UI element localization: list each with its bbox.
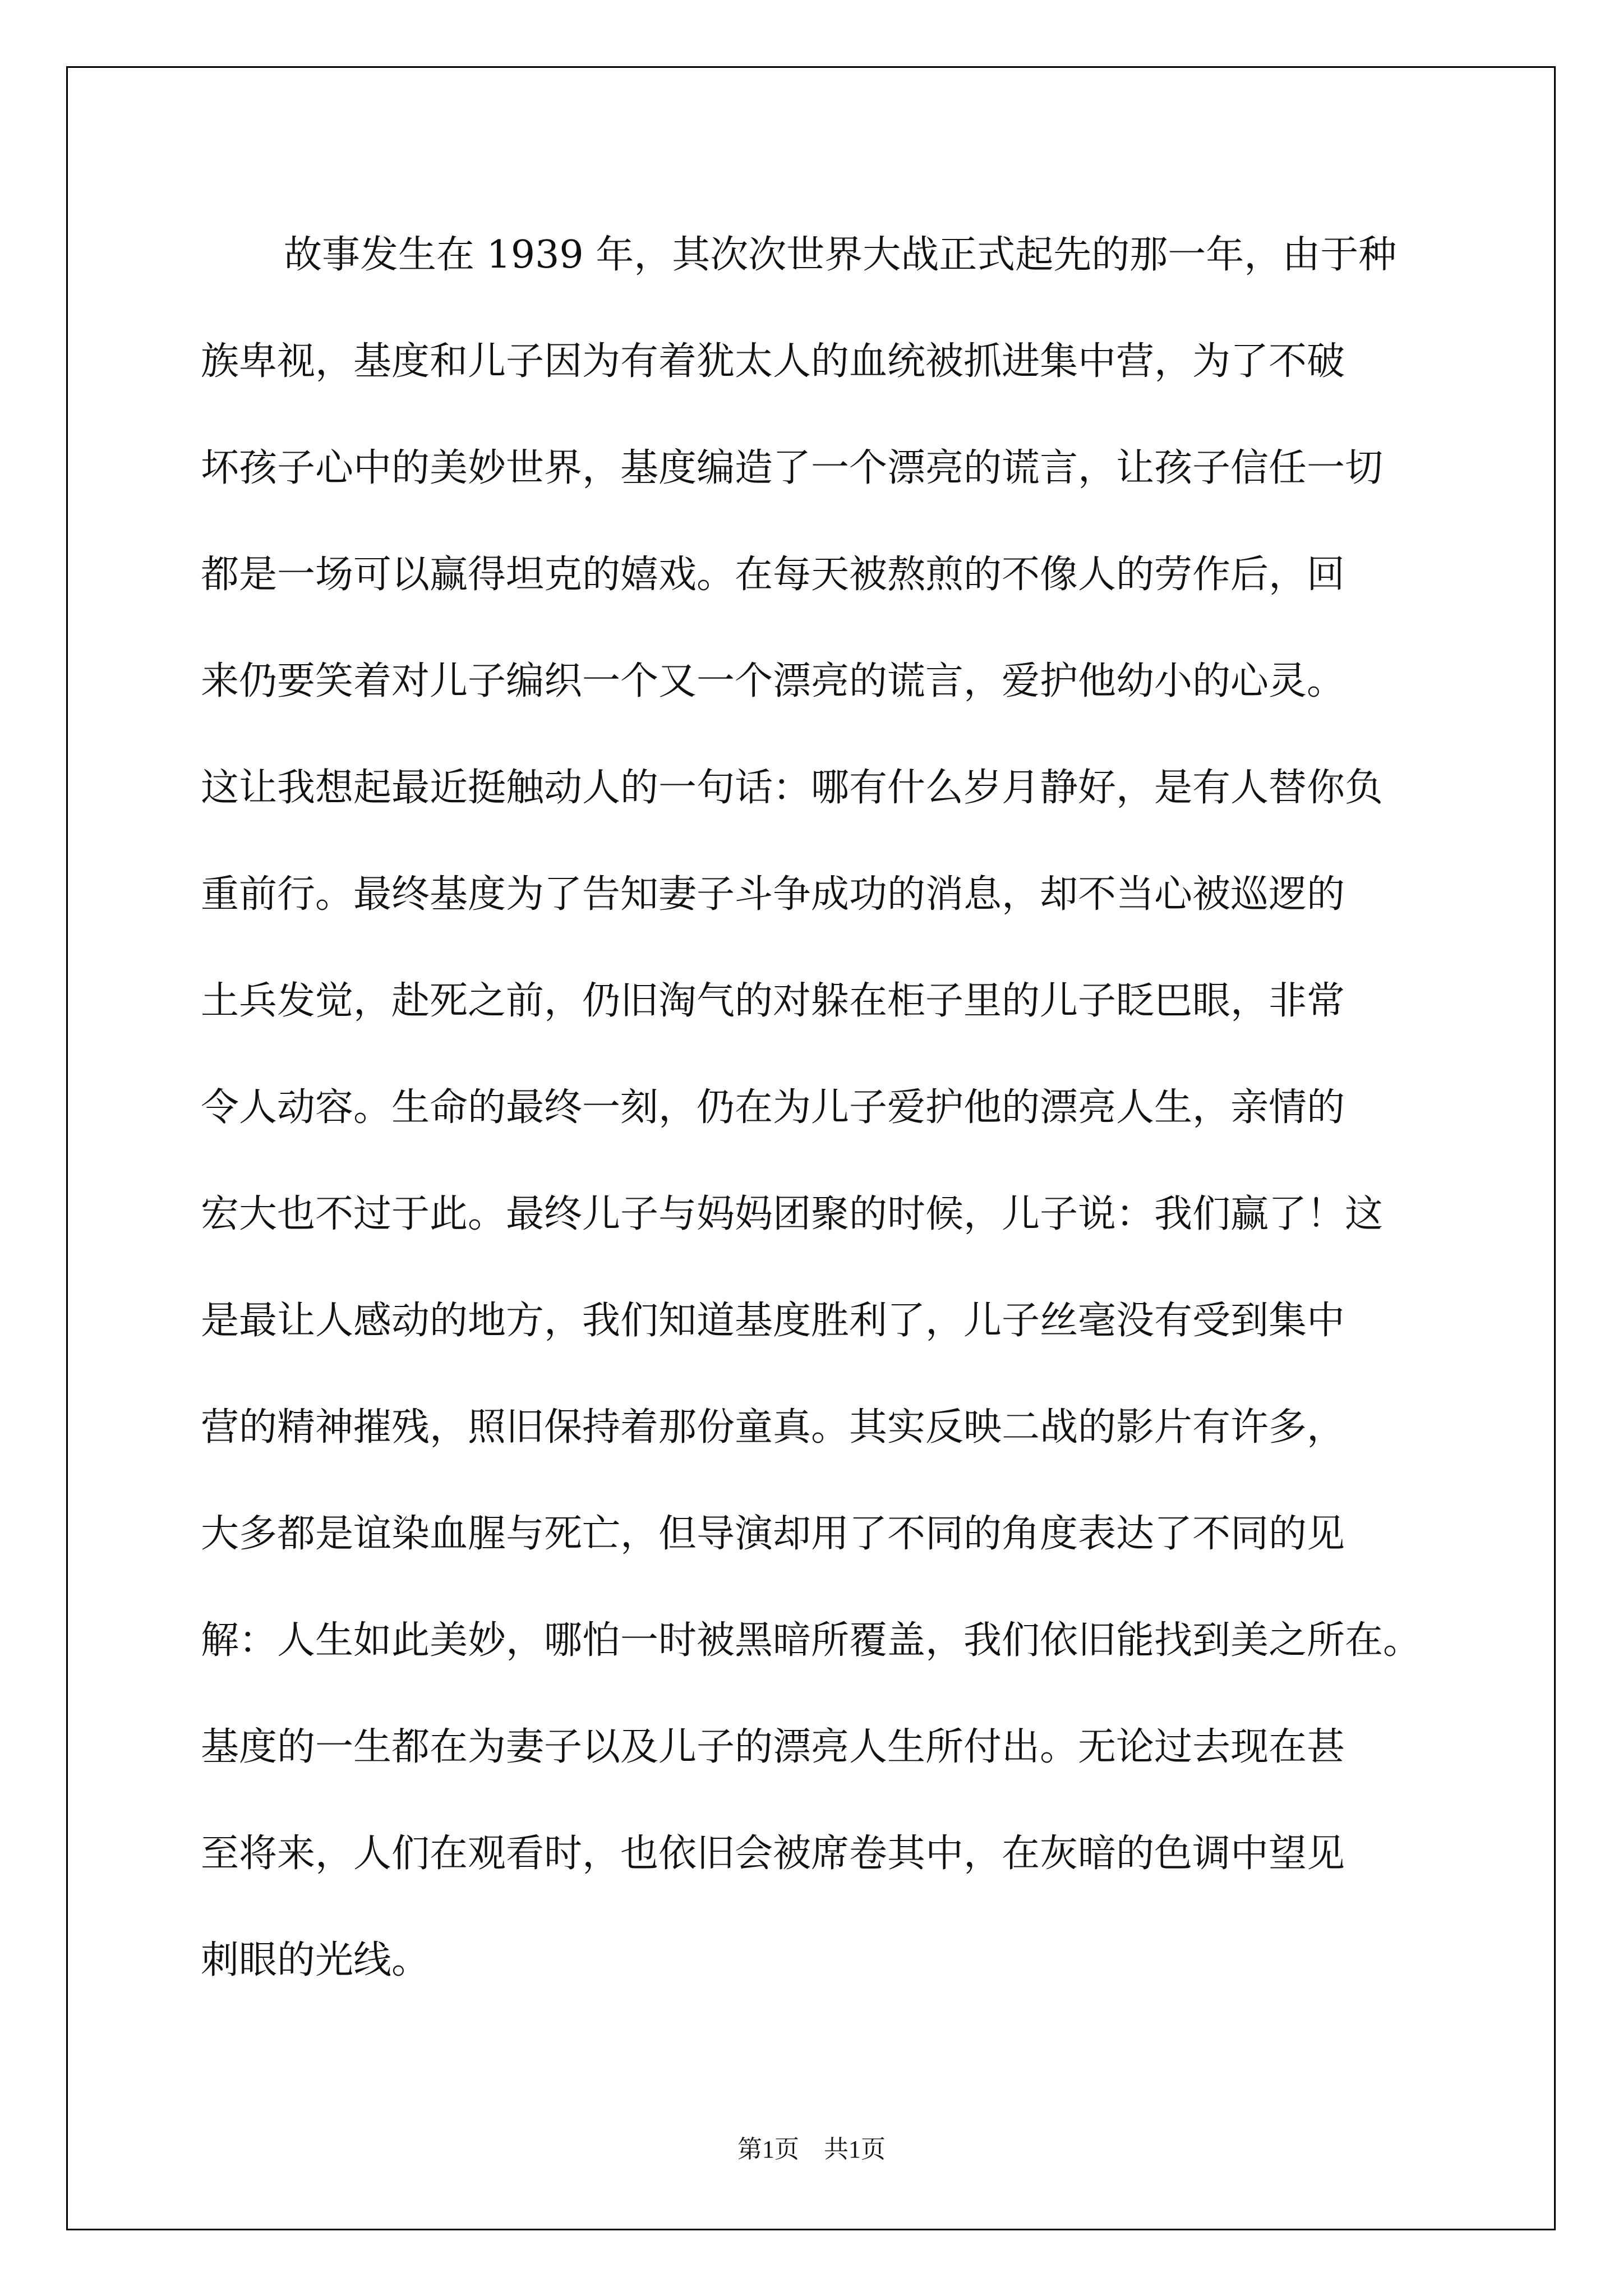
paragraph-line: 坏孩子心中的美妙世界，基度编造了一个漂亮的谎言，让孩子信任一切 — [201, 446, 1384, 490]
paragraph-line: 故事发生在 1939 年，其次次世界大战正式起先的那一年，由于种 — [284, 233, 1397, 277]
paragraph-line: 这让我想起最近挺触动人的一句话：哪有什么岁月静好，是有人替你负 — [201, 766, 1384, 810]
paragraph-line: 重前行。最终基度为了告知妻子斗争成功的消息，却不当心被巡逻的 — [201, 872, 1345, 917]
paragraph-line: 宏大也不过于此。最终儿子与妈妈团聚的时候，儿子说：我们赢了！这 — [201, 1192, 1384, 1236]
paragraph-line: 来仍要笑着对儿子编织一个又一个漂亮的谎言，爱护他幼小的心灵。 — [201, 659, 1345, 703]
paragraph-line: 至将来，人们在观看时，也依旧会被席卷其中，在灰暗的色调中望见 — [201, 1832, 1345, 1876]
paragraph-line: 基度的一生都在为妻子以及儿子的漂亮人生所付出。无论过去现在甚 — [201, 1725, 1345, 1769]
paragraph-line: 土兵发觉，赴死之前，仍旧淘气的对躲在柜子里的儿子眨巴眼，非常 — [201, 979, 1345, 1023]
paragraph-line: 都是一场可以赢得坦克的嬉戏。在每天被熬煎的不像人的劳作后，回 — [201, 553, 1345, 597]
paragraph-line: 令人动容。生命的最终一刻，仍在为儿子爱护他的漂亮人生，亲情的 — [201, 1085, 1345, 1130]
paragraph-line: 大多都是谊染血腥与死亡，但导演却用了不同的角度表达了不同的见 — [201, 1512, 1345, 1556]
page-footer: 第1页 共1页 — [737, 2136, 886, 2163]
paragraph-line: 族卑视，基度和儿子因为有着犹太人的血统被抓进集中营，为了不破 — [201, 339, 1345, 384]
paragraph-line: 解：人生如此美妙，哪怕一时被黑暗所覆盖，我们依旧能找到美之所在。 — [201, 1618, 1422, 1663]
paragraph-line: 营的精神摧残，照旧保持着那份童真。其实反映二战的影片有许多， — [201, 1405, 1345, 1450]
paragraph-line: 刺眼的光线。 — [201, 1938, 430, 1982]
paragraph-line: 是最让人感动的地方，我们知道基度胜利了，儿子丝毫没有受到集中 — [201, 1299, 1345, 1343]
